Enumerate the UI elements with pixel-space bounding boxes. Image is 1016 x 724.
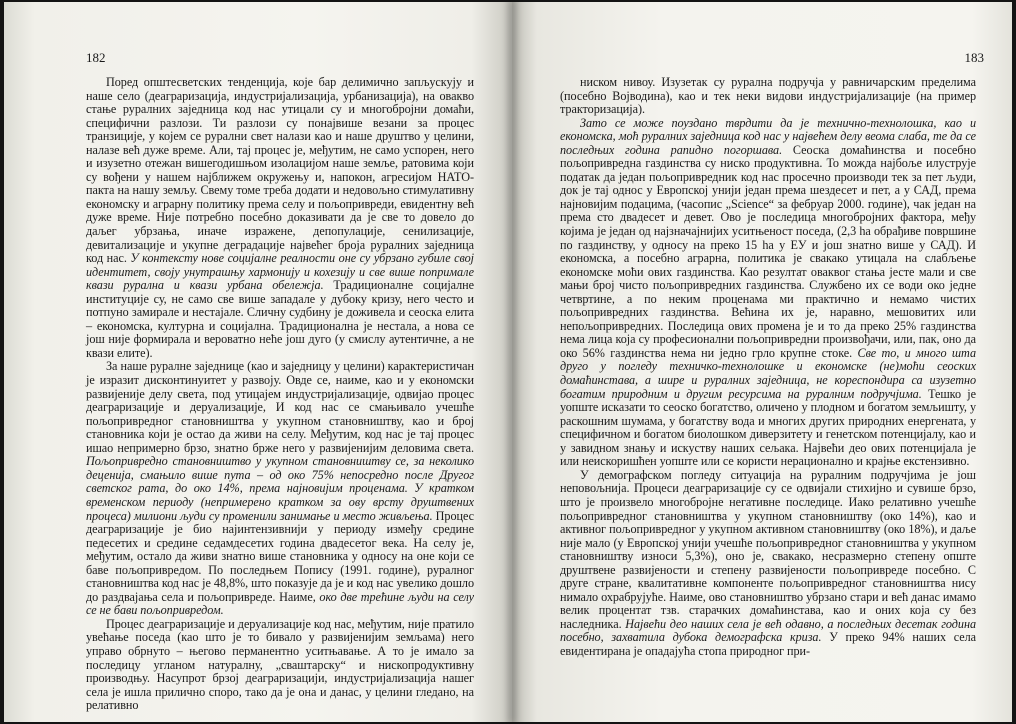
right-page-body	[560, 76, 976, 659]
paragraph	[86, 360, 474, 617]
emphasized-text: Затo се може поуздано тврдити да је технично-технолошка, као и економска, моћ руралних заједница код нас у највећем делу веома слаба, те да се последњих година рапидно погоршава.	[560, 115, 976, 157]
book-spread	[4, 2, 1012, 722]
text-run: За наше руралне заједнице (као и заједницу у целини) карактеристичан је изразит дисконтинуитет у развоју. Овде се, наиме, као и у економски развијеније делу света, под утицајем индустријализације, одвијао процес деаграризације и деруализације, И код нас се смањивало учешће пољопривредног становништва у укупном становништву, као и број становника који је остао да живи на селу. Међутим, код нас је тај процес ишао непримерно брзо, знатно брже него у развијенијим деловима света.	[86, 359, 474, 455]
page-number-right: 183	[964, 50, 984, 65]
paragraph	[560, 76, 976, 117]
paragraph	[560, 117, 976, 469]
emphasized-text: Највећи део наших села је већ одавно, а последњих десетак година посебно, захватила дубока демографска криза.	[560, 616, 976, 645]
left-page	[4, 2, 512, 722]
emphasized-text: У контексту нове социјалне реалности оне су убрзано губиле свој идентитет, своју унутрашњу хармонију и кохезију и све више попримале квази рурална и квази урбана обележја.	[86, 251, 474, 293]
text-run: Процес деаграризације је био најинтензивнији у периоду између средине педесетих и средине седамдесетих година двадесетог века. На селу је, међутим, остало да живи знатно више становника у односу на оне који се баве пољопривредом. По последњем Попису (1991. године), руралног становништва код нас је 48,8%, што показује да је и код нас увелико дошло до раздвајања села и пољопривреде. Наиме,	[86, 508, 474, 604]
text-run: Поред општесветских тенденција, које бар делимично запљускују и наше село (деаграризација, индустријализација, урбанизација), на овакво стање руралних заједница код нас утицали су и многобројни домаћи, специфични разлози. Ти разлози су понајвише везани за процес транзиције, у коjем се рурални свет налази као и наше друштво у целини, налазе већ дуже време. Али, тај процес је, међутим, не само успорен, него и изузетно отежан вишегодишњом изолацијом наше земље, ратовима који су вођени у нашем најближем окружењу и, напокон, агресијом НАТО-пакта на нашу земљу. Свему томе треба додати и недовољно стимулативну економску и аграрну политику према селу и пољопривреди, евидентну већ дуже време. Није потребно посебно доказивати да је све то довело до даљег убрзања, иначе изражене, депопулације, сенилизације, девитализације и укупне деградације највећег броја руралних заједница код нас.	[86, 75, 474, 266]
paragraph	[86, 76, 474, 360]
emphasized-text: око две трећине људи на селу се не бави пољопривредом.	[86, 589, 474, 618]
left-page-body	[86, 76, 474, 713]
paragraph	[86, 618, 474, 713]
text-run: У преко 94% наших села евидентирана је опадајућа стопа природног при-	[560, 630, 976, 658]
text-run: Тешко је уопште исказати то сеоско богатство, оличено у плодном и богатом земљишту, у раскошним шумама, у богатству вода и многих других природних енергената, у специфичном и богатом биолошком диверзитету и генетском потенцијалу, као и у завидном знању и искуству наших сељака. Највећи део ових потенцијала је или неискоришћен уопште или се користи нерационално и крајње екстензивно.	[560, 386, 977, 469]
text-run: Процес деаграризације и деруализације код нас, међутим, није пратило увећање поседа (као што је то бивало у развијенијим земљама) него управо обрнуто – његово перманентно уситњавање. А то је имало за последицу угланом натуралну, „сваштарску“ и нископродуктивну производњу. Насупрот брзој деаграризацији, индустријализација нашег села је ишла прилично споро, тако да је она и данас, у целини гледано, на релативно	[86, 616, 474, 713]
text-run: Сеоска домаћинства и посебно пољопривредна газдинства су ниско продуктивна. То можда најбоље илуструје податак да један пољопривредник код нас просечно производи тек за пет људи, док је тај однос у Европској унији један према шездесет и пет, а у САД, према најновијим подацима, (часопис „Science“ за фебруар 2000. године), чак један на према сто двадесет и девет. Ово је последица многобројних фактора, међу којима је један од најзначајнијих уситњеност поседа, (2,3 ha обрађиве површине по газдинству, у односу на преко 15 ha у ЕУ и још знатно више у САД). И економска, а посебно аграрна, политика је свакако утицала на слабљење економске моћи ових газдинства. Као резултат оваквог стања јесте мали и све мањи број чисто пољопривредних газдинства. Службено их се води око једне четвртине, а по неким проценама ми практично и немамо чистих пољопривредних газдинства. Већина их је, наравно, мешовитих или непољопривредних. Последица ових промена је и то да преко 25% газдинства нема лица која су професионални пољопривредни произвођачи, или, пак, оно да око 56% газдинства нема ни једно грло крупне стоке.	[560, 142, 976, 360]
emphasized-text: Пољопривредно становништво у укупном становништву се, за неколико деценија, смањило више пута – од око 75% непосредно после Другог светског рата, до око 14%, према најновијим проценама. У кратком временском периоду (непримерено кратком за ову врсту друштвених процеса) милиони људи су променили занимање и место живљења.	[86, 454, 474, 523]
right-page	[512, 2, 1012, 722]
emphasized-text: Све то, и много шта друго у погледу техничко-технолошке и економске (не)моћи сеоских домаћинстава, а шире и руралних заједница, не кореспондира са изузетно богатим природним и другим ресурсима на руралним подручјима.	[560, 345, 976, 401]
text-run: У демографском погледу ситуација на руралним подручјима је још неповољнија. Процеси деаграризације су се одвијали стихијно и сувише брзо, што је произвело многобројне негативне последице. Иако релативно учешће пољопривредног становништва у укупном становништву (око 14%), као и активног пољопривредног у укупном активном становништву (око 18%), и даље није мало (у Европској унији учешће пољопривредног становништва у укупном становништву износи 5,3%), оно је, свакако, несразмерно степену опште друштвене развијености и степену развијености пољопривреде посебно. С друге стране, квалитативне компоненте пољопривредног становништва нису нимало охрабрујуће. Наиме, ово становништво убрзано стари и већ данас имамо велик процентат тзв. старачких домаћинстава, као и оних која су без наследника.	[560, 467, 976, 631]
text-run: Традиционалне социјалне институције су, не само све више западале у дубоку кризу, него често и потпуно замирале и нестајале. Сличну судбину је доживела и сеоска елита – економска, културна и социјална. Традиционална је нестала, а нова се још није формирала и вероватно неће још дуго (у смислу аутентичне, а не квази елите).	[86, 278, 474, 360]
text-run: ниском нивоу. Изузетак су рурална подручја у равничарским пределима (посебно Војводина), као и тек неки видови индустријализације (на пример тракторизација).	[560, 75, 976, 117]
paragraph	[560, 469, 976, 659]
page-number-left: 182	[86, 50, 106, 65]
